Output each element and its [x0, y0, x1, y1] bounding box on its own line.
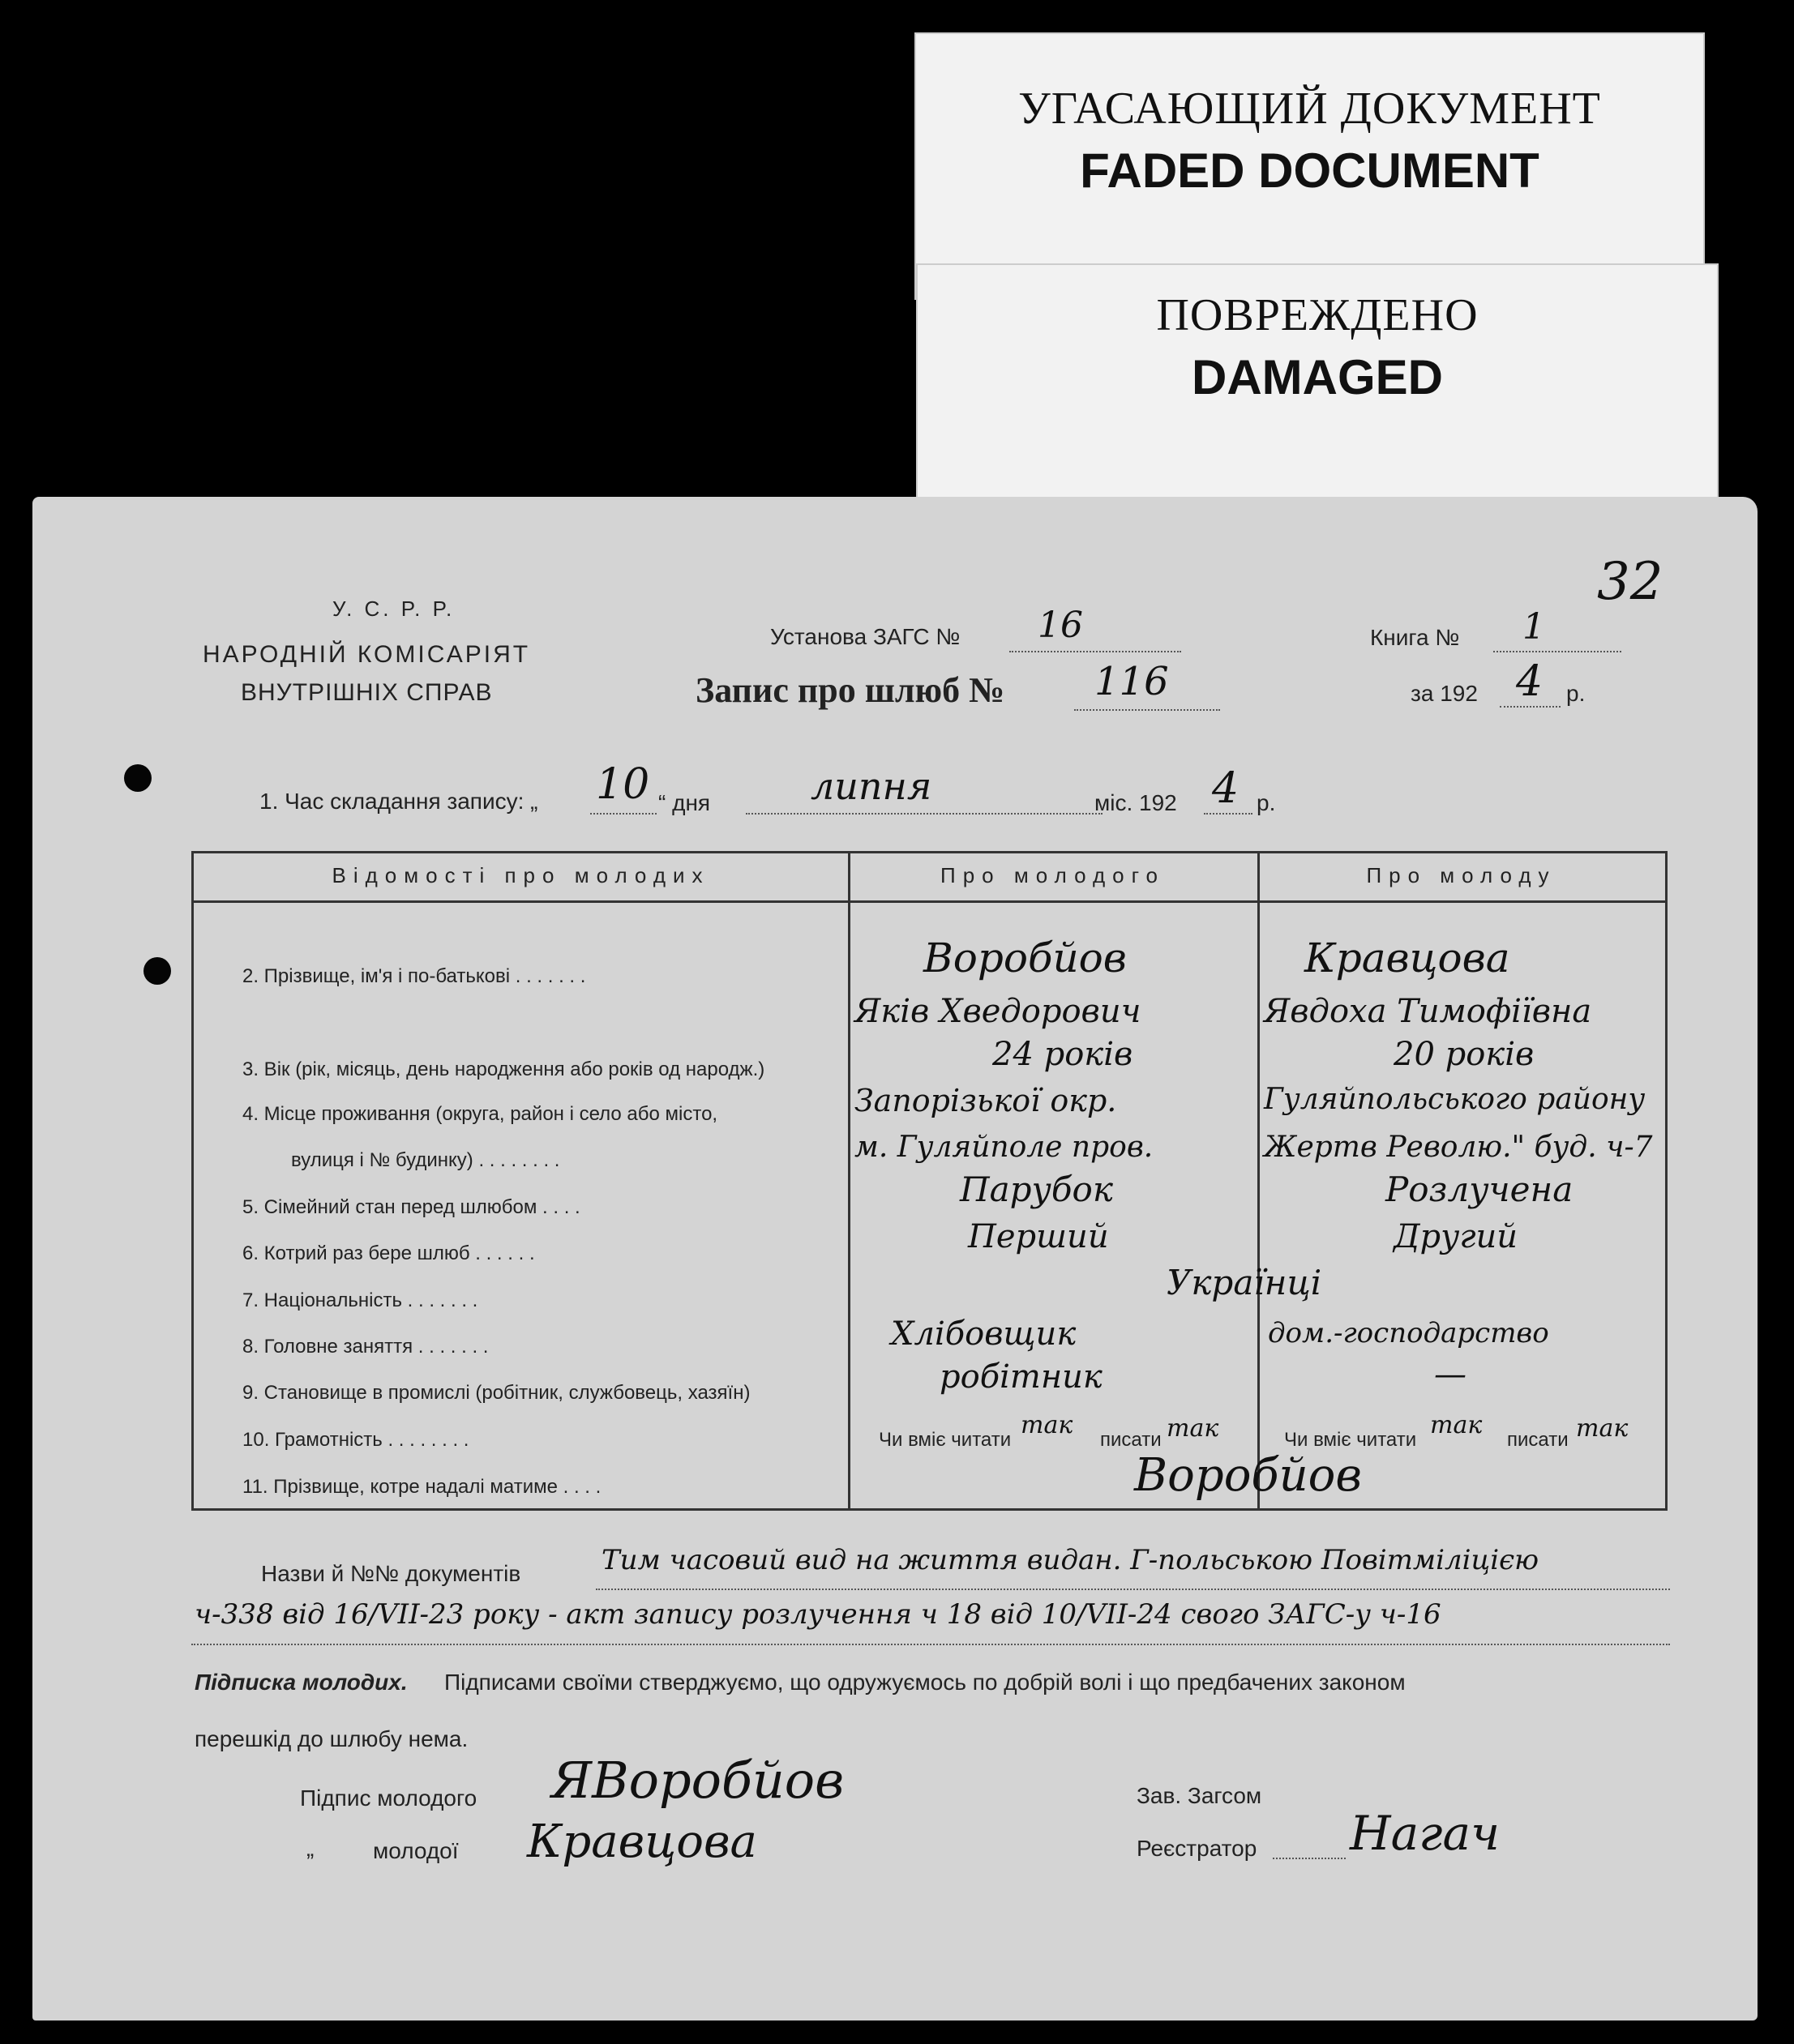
groom-literacy-write-label: писати [1100, 1429, 1162, 1451]
head-label: Зав. Загсом [1137, 1783, 1262, 1808]
book-label: Книга № [1370, 625, 1460, 650]
book-number: 1 [1522, 606, 1545, 648]
faded-label-ru: УГАСАЮЩИЙ ДОКУМЕНТ [1018, 83, 1601, 134]
zags-line [1009, 651, 1181, 652]
damaged-label [916, 263, 1719, 507]
row-label-residence: 4. Місце проживання (округа, район і село або місто, [242, 1103, 718, 1125]
groom-literacy-read-label: Чи вміє читати [879, 1429, 1012, 1451]
month-word: міс. 192 [1094, 790, 1177, 815]
documents-text2: ч-338 від 16/VII-23 року - акт запису розлучення ч 18 від 10/VII-24 свого ЗАГС-у ч-16 [195, 1598, 1441, 1631]
pledge-text2: перешкід до шлюбу нема. [195, 1726, 469, 1751]
groom-signature-label: Підпис молодого [300, 1785, 477, 1811]
row-label-nationality: 7. Національність . . . . . . . [242, 1289, 478, 1311]
groom-position: робітник [940, 1358, 1103, 1396]
groom-street: м. Гуляйполе пров. [854, 1131, 1154, 1164]
punch-hole [124, 764, 152, 792]
col-header-info: Відомості про молодих [332, 863, 710, 887]
bride-reads: так [1430, 1411, 1483, 1439]
book-line [1493, 651, 1621, 652]
registrar-signature: Нагач [1350, 1806, 1501, 1861]
title-line [1074, 709, 1220, 711]
row-label-literacy: 10. Грамотність . . . . . . . . [242, 1429, 469, 1451]
documents-label: Назви й №№ документів [261, 1561, 521, 1586]
bride-name: Явдоха Тимофіївна [1264, 993, 1592, 1030]
row-label-marriage-count: 6. Котрий раз бере шлюб . . . . . . [242, 1242, 535, 1264]
record-day: 10 [596, 760, 650, 809]
documents-line2 [191, 1644, 1670, 1645]
groom-age: 24 років [992, 1036, 1133, 1073]
year-prefix: за 192 [1411, 681, 1478, 706]
row-label-future-surname: 11. Прізвище, котре надалі матиме . . . . [242, 1476, 602, 1498]
month-line [746, 813, 1103, 815]
row-label-occupation: 8. Головне заняття . . . . . . . [242, 1336, 489, 1358]
day-word: “ дня [658, 790, 711, 815]
groom-signature: ЯВоробйов [551, 1751, 845, 1810]
groom-marriage-count: Перший [968, 1218, 1109, 1255]
commissariat-line1: НАРОДНІЙ КОМІСАРІЯТ [203, 641, 531, 668]
commissariat-line2: ВНУТРІШНІХ СПРАВ [241, 679, 493, 706]
row-label-street: вулиця і № будинку) . . . . . . . . [291, 1149, 560, 1171]
documents-line1 [596, 1589, 1670, 1590]
nationality-both: Українці [1167, 1263, 1322, 1302]
year-suffix: р. [1566, 681, 1586, 706]
groom-occupation: Хлібовщик [891, 1315, 1077, 1353]
zags-label: Установа ЗАГС № [770, 624, 961, 649]
year-value: 4 [1516, 657, 1544, 706]
republic-header: У. С. Р. Р. [332, 597, 456, 621]
page-number: 32 [1597, 552, 1663, 612]
registrar-line [1273, 1858, 1346, 1859]
damaged-label-ru: ПОВРЕЖДЕНО [1156, 290, 1479, 340]
bride-marital: Розлучена [1385, 1170, 1573, 1209]
details-table [191, 851, 1668, 1511]
bride-occupation: дом.-господарство [1268, 1317, 1549, 1349]
day-line [590, 813, 657, 815]
bride-position: — [1434, 1356, 1466, 1393]
bride-signature-prefix: „ [306, 1836, 315, 1861]
record-time-label: 1. Час складання запису: „ [259, 789, 538, 814]
bride-age: 20 років [1394, 1036, 1535, 1073]
year-line [1500, 706, 1561, 708]
pledge-text: Підписами своїми стверджуємо, що одружуємось по добрій волі і що предбачених законом [444, 1670, 1406, 1695]
groom-residence: Запорізької окр. [854, 1083, 1117, 1118]
record-number: 116 [1094, 659, 1169, 704]
record-title: Запис про шлюб № [696, 670, 1005, 710]
faded-document-label [914, 32, 1705, 300]
row-label-position: 9. Становище в промислі (робітник, службовець, хазяїн) [242, 1382, 751, 1404]
groom-marital: Парубок [960, 1170, 1113, 1209]
record-year-suffix: р. [1257, 790, 1276, 815]
bride-street: Жертв Револю." буд. ч-7 [1264, 1131, 1653, 1164]
punch-hole [143, 957, 171, 985]
bride-residence: Гуляйпольського району [1264, 1083, 1646, 1116]
bride-signature-label: молодої [373, 1838, 459, 1863]
bride-surname: Кравцова [1304, 934, 1510, 981]
record-year: 4 [1212, 764, 1240, 813]
bride-literacy-read-label: Чи вміє читати [1284, 1429, 1417, 1451]
zags-number: 16 [1038, 605, 1083, 646]
registrar-label: Реєстратор [1137, 1836, 1257, 1861]
record-year-line [1204, 813, 1252, 815]
pledge-title: Підписка молодих. [195, 1670, 408, 1695]
col-header-bride: Про молоду [1366, 863, 1556, 887]
row-label-marital: 5. Сімейний стан перед шлюбом . . . . [242, 1196, 580, 1218]
documents-text1: Тим часовий вид на життя видан. Г-польською Повітміліцією [602, 1544, 1539, 1576]
row-label-age: 3. Вік (рік, місяць, день народження або років од народж.) [242, 1058, 765, 1080]
bride-literacy-write-label: писати [1507, 1429, 1569, 1451]
row-label-surname: 2. Прізвище, ім'я і по-батькові . . . . . . . [242, 965, 586, 987]
faded-label-en: FADED DOCUMENT [1080, 143, 1539, 198]
groom-writes: так [1167, 1414, 1219, 1443]
groom-surname: Воробйов [923, 934, 1127, 981]
bride-signature: Кравцова [527, 1815, 757, 1868]
damaged-label-en: DAMAGED [1192, 350, 1443, 404]
bride-marriage-count: Другий [1394, 1218, 1518, 1255]
groom-name: Яків Хведорович [854, 993, 1141, 1030]
record-month: липня [811, 764, 932, 808]
future-surname: Воробйов [1134, 1449, 1362, 1502]
col-header-groom: Про молодого [940, 863, 1165, 887]
groom-reads: так [1021, 1411, 1073, 1439]
bride-writes: так [1576, 1414, 1629, 1443]
